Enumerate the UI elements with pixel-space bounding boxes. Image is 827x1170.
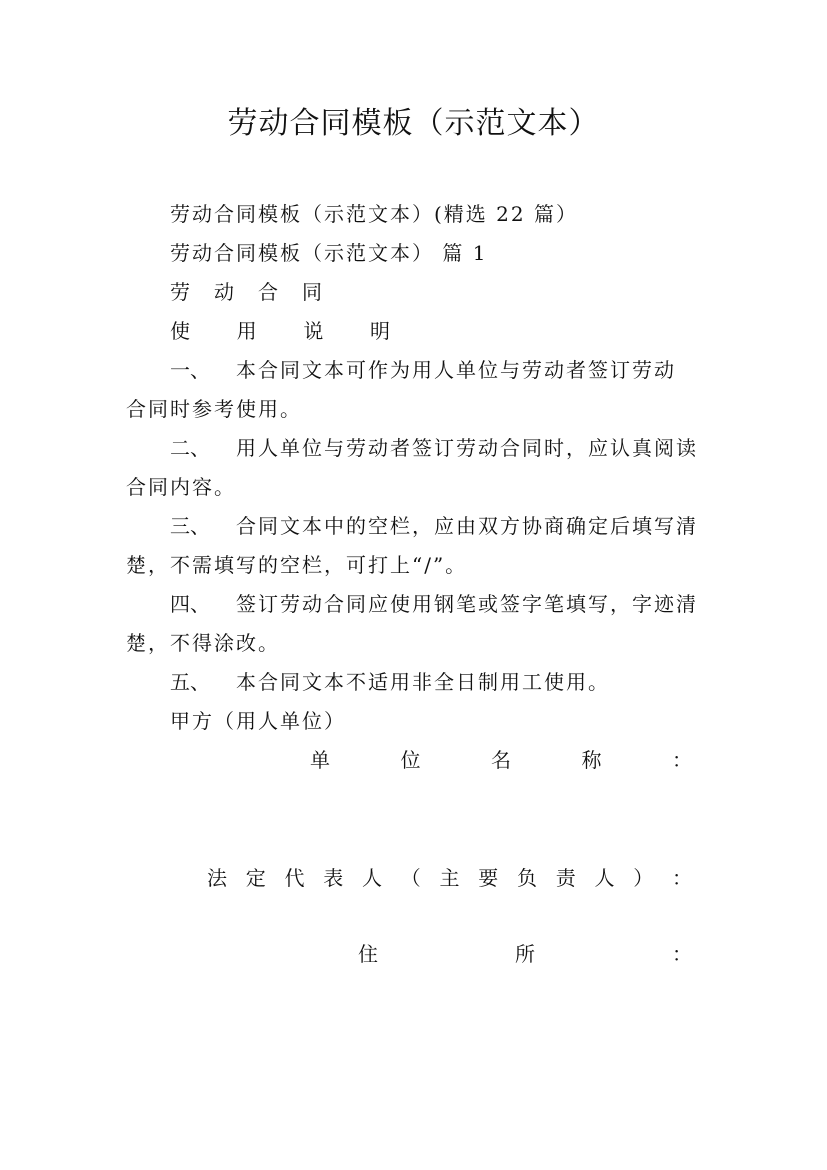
instruction-item-3: 三、 合同文本中的空栏，应由双方协商确定后填写清 — [170, 514, 698, 538]
heading-contract: 劳 动 合 同 — [170, 280, 322, 304]
instruction-item-1-cont: 合同时参考使用。 — [126, 397, 302, 421]
field-unit-name: 单 位 名 称 ： — [310, 748, 692, 772]
subtitle-article: 劳动合同模板（示范文本） 篇 1 — [170, 241, 488, 265]
instruction-item-3-cont: 楚，不需填写的空栏，可打上“/”。 — [126, 553, 468, 577]
field-address: 住 所 ： — [358, 942, 692, 966]
document-title: 劳动合同模板（示范文本） — [227, 106, 600, 141]
instruction-item-5: 五、 本合同文本不适用非全日制用工使用。 — [170, 670, 610, 694]
instruction-item-4-cont: 楚，不得涂改。 — [126, 631, 280, 655]
instruction-item-2: 二、 用人单位与劳动者签订劳动合同时，应认真阅读 — [170, 436, 698, 460]
instruction-item-2-cont: 合同内容。 — [126, 475, 236, 499]
subtitle-collection: 劳动合同模板（示范文本）(精选 22 篇） — [170, 202, 578, 226]
party-a-label: 甲方（用人单位） — [170, 709, 346, 733]
instruction-item-4: 四、 签订劳动合同应使用钢笔或签字笔填写，字迹清 — [170, 592, 698, 616]
heading-instructions: 使 用 说 明 — [170, 319, 390, 343]
field-legal-representative: 法 定 代 表 人 （ 主 要 负 责 人 ） ： — [207, 866, 692, 890]
instruction-item-1: 一、 本合同文本可作为用人单位与劳动者签订劳动 — [170, 358, 676, 382]
